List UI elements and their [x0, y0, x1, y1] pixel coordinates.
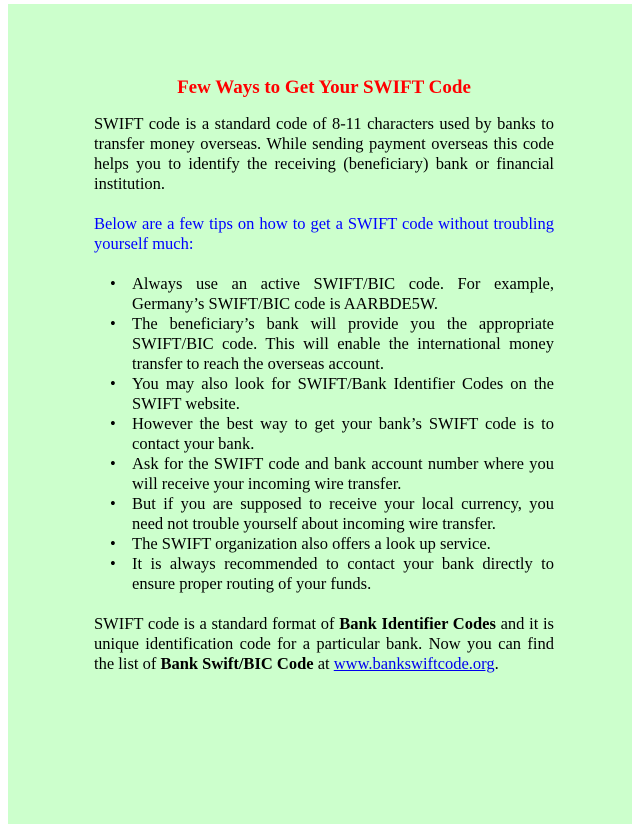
- bank-swift-bic-code-bold: Bank Swift/BIC Code: [160, 654, 314, 673]
- document-page: [8, 4, 632, 824]
- list-item-text: The beneficiary’s bank will provide you the appropriate SWIFT/BIC code. This will enable the international money transfer to reach the overseas account.: [132, 314, 554, 373]
- list-item: [110, 534, 554, 554]
- bullet-icon: •: [110, 454, 116, 473]
- list-item-text: Ask for the SWIFT code and bank account number where you will receive your incoming wire transfer.: [132, 454, 554, 493]
- bankswiftcode-link[interactable]: www.bankswiftcode.org: [333, 654, 495, 673]
- bullet-icon: •: [110, 554, 116, 573]
- bullet-icon: •: [110, 374, 116, 393]
- list-item: [110, 554, 554, 594]
- page-title: Few Ways to Get Your SWIFT Code: [177, 77, 471, 98]
- bullet-icon: •: [110, 414, 116, 433]
- closing-text-4: .: [494, 654, 499, 673]
- list-item-text: Always use an active SWIFT/BIC code. For example, Germany’s SWIFT/BIC code is AARBDE5W.: [132, 274, 554, 313]
- closing-text-1: SWIFT code is a standard format of: [94, 614, 340, 633]
- list-item: [110, 374, 554, 414]
- list-item: [110, 314, 554, 374]
- bullet-icon: •: [110, 534, 116, 553]
- bullet-icon: •: [110, 494, 116, 513]
- list-item: [110, 414, 554, 454]
- bank-identifier-codes-bold: Bank Identifier Codes: [339, 614, 496, 633]
- list-item-text: But if you are supposed to receive your local currency, you need not trouble yourself about incoming wire transfer.: [132, 494, 554, 533]
- closing-paragraph: [94, 614, 554, 674]
- list-item: [110, 494, 554, 534]
- bullet-icon: •: [110, 314, 116, 333]
- closing-text-3: at: [313, 654, 334, 673]
- closing-text-2: and it is unique identification code for a particular bank. Now you can find the list of: [94, 614, 554, 673]
- intro-paragraph: SWIFT code is a standard code of 8-11 characters used by banks to transfer money overseas. While sending payment overseas this code helps you to identify the receiving (beneficiary) bank or financial institution.: [94, 114, 554, 193]
- list-item-text: It is always recommended to contact your bank directly to ensure proper routing of your funds.: [132, 554, 554, 593]
- bullet-icon: •: [110, 274, 116, 293]
- list-item-text: The SWIFT organization also offers a look up service.: [132, 534, 491, 553]
- list-item-text: However the best way to get your bank’s SWIFT code is to contact your bank.: [132, 414, 554, 453]
- document-content: [94, 76, 554, 674]
- tips-list: [94, 274, 554, 594]
- list-item: [110, 454, 554, 494]
- list-item: [110, 274, 554, 314]
- tips-lead-paragraph: Below are a few tips on how to get a SWIFT code without troubling yourself much:: [94, 214, 554, 253]
- list-item-text: You may also look for SWIFT/Bank Identifier Codes on the SWIFT website.: [132, 374, 554, 413]
